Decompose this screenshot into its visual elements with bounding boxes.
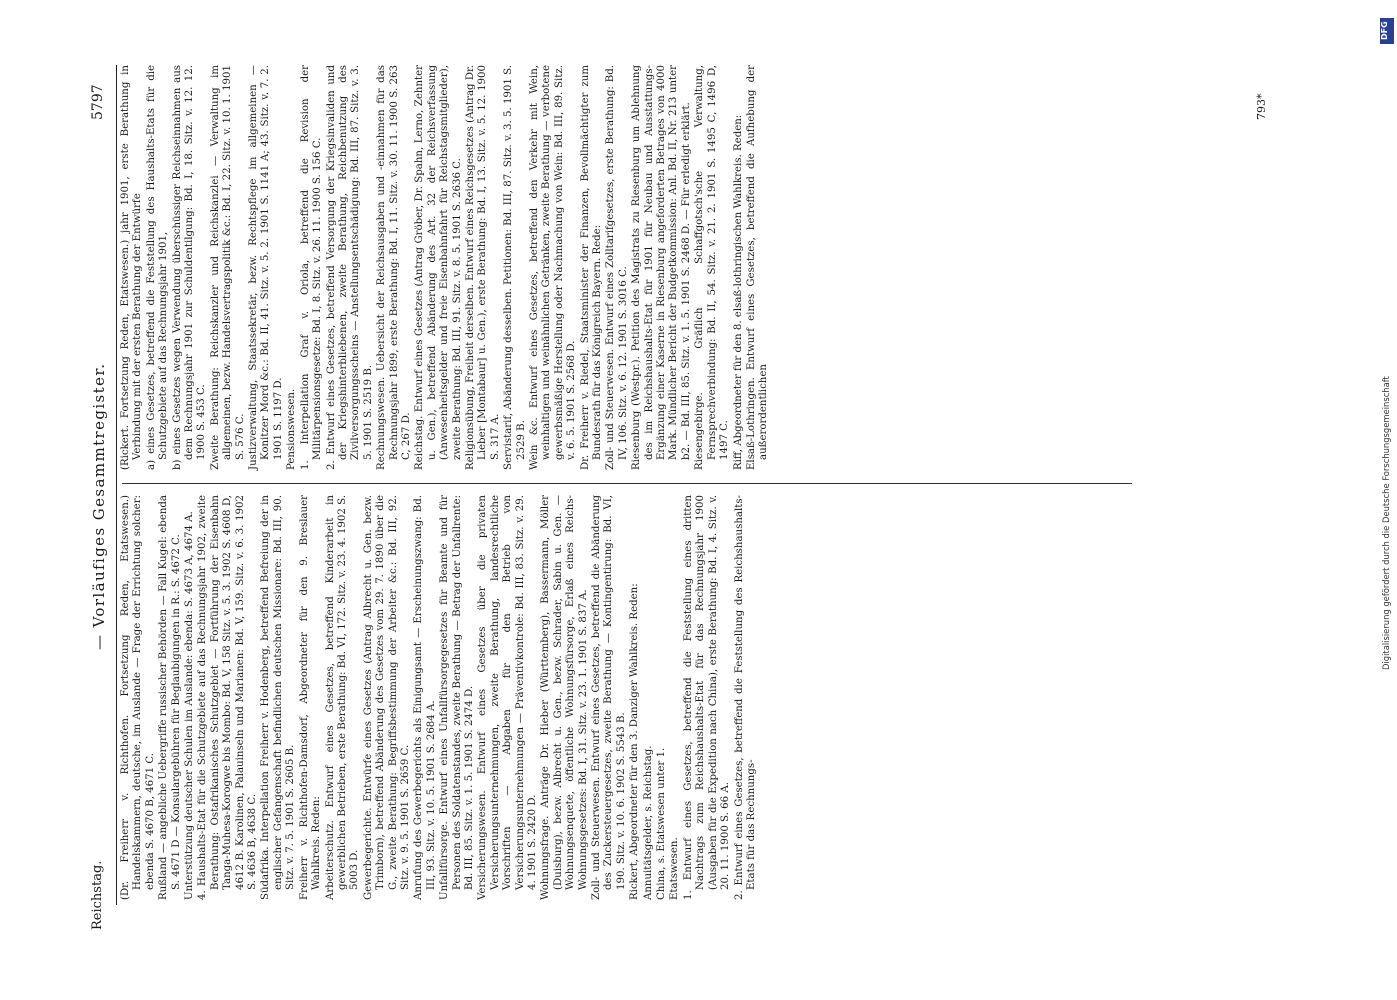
dfg-logo: DFG — [1380, 18, 1394, 44]
index-entry: Zweite Berathung: Reichskanzler und Reichskanzlei — Verwaltung im allgemeinen, bezw. Handelsvertragspolitik &c.: Bd. I, 22. Sitz. v. 10. 1. 1901 S. 576 C. — [209, 65, 246, 470]
index-entry: Zoll- und Steuerwesen. Entwurf eines Gesetzes, betreffend die Abänderung des Zuckersteuergesetzes, zweite Berathung — Kontingentirung: Bd. VI, 190. Sitz. v. 10. 6. 1902 S. 5543 B. — [591, 495, 627, 900]
page-number: 5797 — [90, 84, 106, 120]
index-entry: 1. Interpellation Graf v. Oriola, betreffend die Revision der Militärpensionsgesetze: Bd. I, 8. Sitz. v. 26. 11. 1900 S. 156 C. — [299, 65, 324, 470]
index-entry: Rickert, Abgeordneter für den 3. Danziger Wahlkreis. Reden: — [629, 583, 641, 900]
index-entry: Rechnungswesen. Uebersicht der Reichsausgaben und -einnahmen für das Rechnungsjahr 1899, erste Berathung: Bd. I, 11. Sitz. v. 30. 11. 1900 S. 263 C, 267 D. — [376, 65, 412, 470]
index-entry: Wein &c. Entwurf eines Gesetzes, betreffend den Verkehr mit Wein, weinhaltigen und weinähnlichen Getränken, zweite Berathung — verbotene gewerbsmäßige Herstellung oder Nachmachung von Wein: Bd. III, 89. Sitz. v. 6. 5. 1901 S. 2568 D. — [529, 65, 578, 470]
index-entry: b) eines Gesetzes wegen Verwendung überschüssiger Reichseinnahmen aus dem Rechnungsjahr 1901 zur Schuldentilgung: Bd. I, 18. Sitz. v. 12. 12. 1900 S. 453 C. — [171, 65, 208, 470]
index-entry: 1. Entwurf eines Gesetzes, betreffend die Feststellung eines dritten Nachtrags zum Reichshaushalts-Etat für das Rechnungsjahr 1900 (Ausgaben für die Expedition nach China), erste Berathung: Bd. I, 4. Sitz. v. 20. 11. 1900 S. 66 A. — [682, 495, 732, 900]
index-entry: Gewerbegerichte. Entwürfe eines Gesetzes (Antrag Albrecht u. Gen. bezw. Trimborn), betreffend Abänderung des Gesetzes vom 29. 7. 1890 über die G., zweite Berathung: Begriffsbestimmung der Arbeiter &c.: Bd. III, 92. Sitz. v. 9. 5. 1901 S. 2659 C. — [362, 495, 411, 900]
index-entry: Anrufung des Gewerbegerichts als Einigungsamt — Erscheinungszwang: Bd. III, 93. Sitz. v. 10. 5. 1901 S. 2684 A. — [413, 495, 437, 900]
header-title: — Vorläufiges Gesammtregister. — [90, 362, 108, 650]
index-entry: China, s. Etatswesen unter 1. — [656, 747, 668, 900]
index-entry: Dr. Freiherr v. Riedel, Staatsminister der Finanzen, Bevollmächtigter zum Bundesrath für das Königreich Bayern. Rede: — [579, 65, 604, 470]
index-entry: Etatswesen. — [669, 837, 681, 900]
left-column — [120, 495, 759, 900]
index-entry: Riesengebirge. Gräflich Schaffgotsch'sche Verwaltung, Fernsprechverbindung: Bd. II, 54. Sitz. v. 21. 2. 1901 S. 1495 C, 1496 D, 1497 C. — [694, 65, 731, 470]
column-divider — [122, 483, 1132, 484]
index-entry: 2. Entwurf eines Gesetzes, betreffend die Feststellung des Reichshaushalts-Etats für das Rechnungs- — [733, 495, 757, 900]
index-entry: Unterstützung deutscher Schulen im Auslande: ebenda: S. 4673 A, 4674 A. — [184, 511, 196, 900]
index-entry: Reichstag. Entwurf eines Gesetzes (Antrag Gröber, Dr. Spahn, Lerno, Zehnter u. Gen.), betreffend Abänderung des Art. 32 der Reichsverfassung (Anwesenheitsgelder und freie Eisenbahnfahrt für Reichstagsmitglieder), zweite Berathung: Bd. III, 91. Sitz. v. 8. 5. 1901 S. 2636 C. — [414, 65, 463, 470]
index-entry: Riff, Abgeordneter für den 8. elsaß-lothringischen Wahlkreis. Reden: — [732, 114, 744, 470]
dfg-margin — [1378, 0, 1397, 1000]
index-entry: Freiherr v. Richthofen-Damsdorf, Abgeordneter für den 9. Breslauer Wahlkreis. Reden: — [298, 495, 323, 900]
header-rule — [116, 65, 117, 905]
index-entry: Riesenburg (Westpr.). Petition des Magistrats zu Riesenburg um Ablehnung des im Reichshaushalts-Etat für 1901 für Neubau und Ausstattungs-Ergänzung einer Kaserne in Riesenburg angeforderten Betrages von 4000 Mark. Mündlicher Bericht der Budgetkommission: Anl. Bd. II, Nr. 213 unter b2. — Bd. III, 85. Sitz. v. 1. 5. 1901 S. 2468 D. — Für erledigt erklärt. — [631, 65, 692, 470]
index-entry: Pensionswesen. — [286, 388, 298, 470]
index-entry: a) eines Gesetzes, betreffend die Feststellung des Haushalts-Etats für die Schutzgebiete auf das Rechnungsjahr 1901, — [145, 65, 170, 470]
header-left: Reichstag. — [90, 860, 105, 930]
index-entry: 2. Entwurf eines Gesetzes, betreffend Versorgung der Kriegsinvaliden und der Kriegshinterbliebenen, zweite Berathung, Reichbenutzung des Zivilversorgungsscheins — Anstellungsentschädigung: Bd. III, 87. Sitz. v. 3. 5. 1901 S. 2519 B. — [325, 65, 374, 470]
index-entry: Rußland — angebliche Uebergriffe russischer Behörden — Fall Kugel: ebenda S. 4671 D — Konsulargebühren für Beglaubigungen in R.: S. 4672 C. — [158, 495, 182, 900]
index-entry: Zoll- und Steuerwesen. Entwurf eines Zolltarifgesetzes, erste Berathung: Bd. IV, 106. Sitz. v. 6. 12. 1901 S. 3016 C. — [605, 65, 629, 470]
index-entry: 4. Haushalts-Etat für die Schutzgebiete auf das Rechnungsjahr 1902, zweite Berathung: Ostafrikanisches Schutzgebiet — Fortführung der Eisenbahn Tanga-Muhesa-Korogwe bis Mombo: Bd. V, 158 Sitz. v. 5. 3. 1902 S. 4608 D, 4612 B. Karolinen, Palauinseln und Marianen: Bd. V, 159. Sitz. v. 6. 3. 1902 S. 4636 B, 4638 C. — [197, 495, 259, 900]
index-entry: (Dr. Freiherr v. Richthofen. Fortsetzung Reden, Etatswesen.) Handelskammern, deutsche, im Auslande — Frage der Errichtung solcher: ebenda S. 4670 B, 4671 C. — [120, 495, 156, 900]
index-entry: (Rickert. Fortsetzung Reden, Etatswesen.) jahr 1901, erste Berathung in Verbindung mit der ersten Berathung der Entwürfe — [120, 65, 144, 470]
right-column — [120, 65, 772, 470]
signature-mark: 793* — [1255, 93, 1268, 120]
index-entry: Versicherungswesen. Entwurf eines Gesetzes über die privaten Versicherungsunternehmungen, zweite Berathung, landesrechtliche Vorschriften — Abgaben für den Betrieb von Versicherungsunternehmungen — Präventivkontrole: Bd. III, 83. Sitz. v. 29. 4. 1901 S. 2420 D. — [477, 495, 538, 900]
index-entry: Unfallfürsorge. Entwurf eines Unfallfürsorgegesetzes für Beamte und für Personen des Soldatenstandes, zweite Berathung — Betrag der Unfallrente: Bd. III, 85. Sitz. v. 1. 5. 1901 S. 2474 D. — [439, 495, 475, 900]
index-entry: Südafrika. Interpellation Freiherr v. Hodenberg, betreffend Befreiung der in englischer Gefangenschaft befindlichen deutschen Missionare: Bd. III, 90. Sitz. v. 7. 5. 1901 S. 2605 B. — [260, 495, 297, 900]
index-entry: Wohnungsfrage. Anträge Dr. Hieber (Württemberg), Bassermann, Möller (Duisburg), bezw. Albrecht u. Gen., bezw. Schrader, Sabin u. Gen. — Wohnungsenquete, öffentliche Wohnungsfürsorge, Erlaß eines Reichs-Wohnungsgesetzes: Bd. I, 31. Sitz. v. 23. 1. 1901 S. 837 A. — [540, 495, 589, 900]
index-entry: Annuitätsgelder, s. Reichstag. — [642, 745, 654, 900]
index-entry: Elsaß-Lothringen. Entwurf eines Gesetzes, betreffend die Aufhebung der außerordentlichen — [745, 65, 770, 470]
index-entry: Arbeiterschutz. Entwurf eines Gesetzes, betreffend Kinderarbeit in gewerblichen Betrieben, erste Berathung: Bd. VI, 172. Sitz. v. 23. 4. 1902 S. 5003 D. — [324, 495, 361, 900]
index-entry: Religionsübung, Freiheit derselben. Entwurf eines Reichsgesetzes (Antrag Dr. Lieber [Montabaur] u. Gen.), erste Berathung: Bd. I, 13. Sitz. v. 5. 12. 1900 S. 317 A. — [464, 65, 501, 470]
dfg-note: Digitalisierung gefördert durch die Deutsche Forschungsgemeinschaft — [1381, 376, 1391, 670]
index-entry: Justizverwaltung, Staatssekretär, bezw. Rechtspflege im allgemeinen — Konitzer Mord &c.: Bd. II, 41. Sitz. v. 5. 2. 1901 S. 1141 A; 43. Sitz. v. 7. 2. 1901 S. 1197 D. — [248, 65, 284, 470]
index-entry: Servistarif, Abänderung desselben. Petitionen: Bd. III, 87. Sitz. v. 3. 5. 1901 S. 2529 B. — [503, 65, 527, 470]
